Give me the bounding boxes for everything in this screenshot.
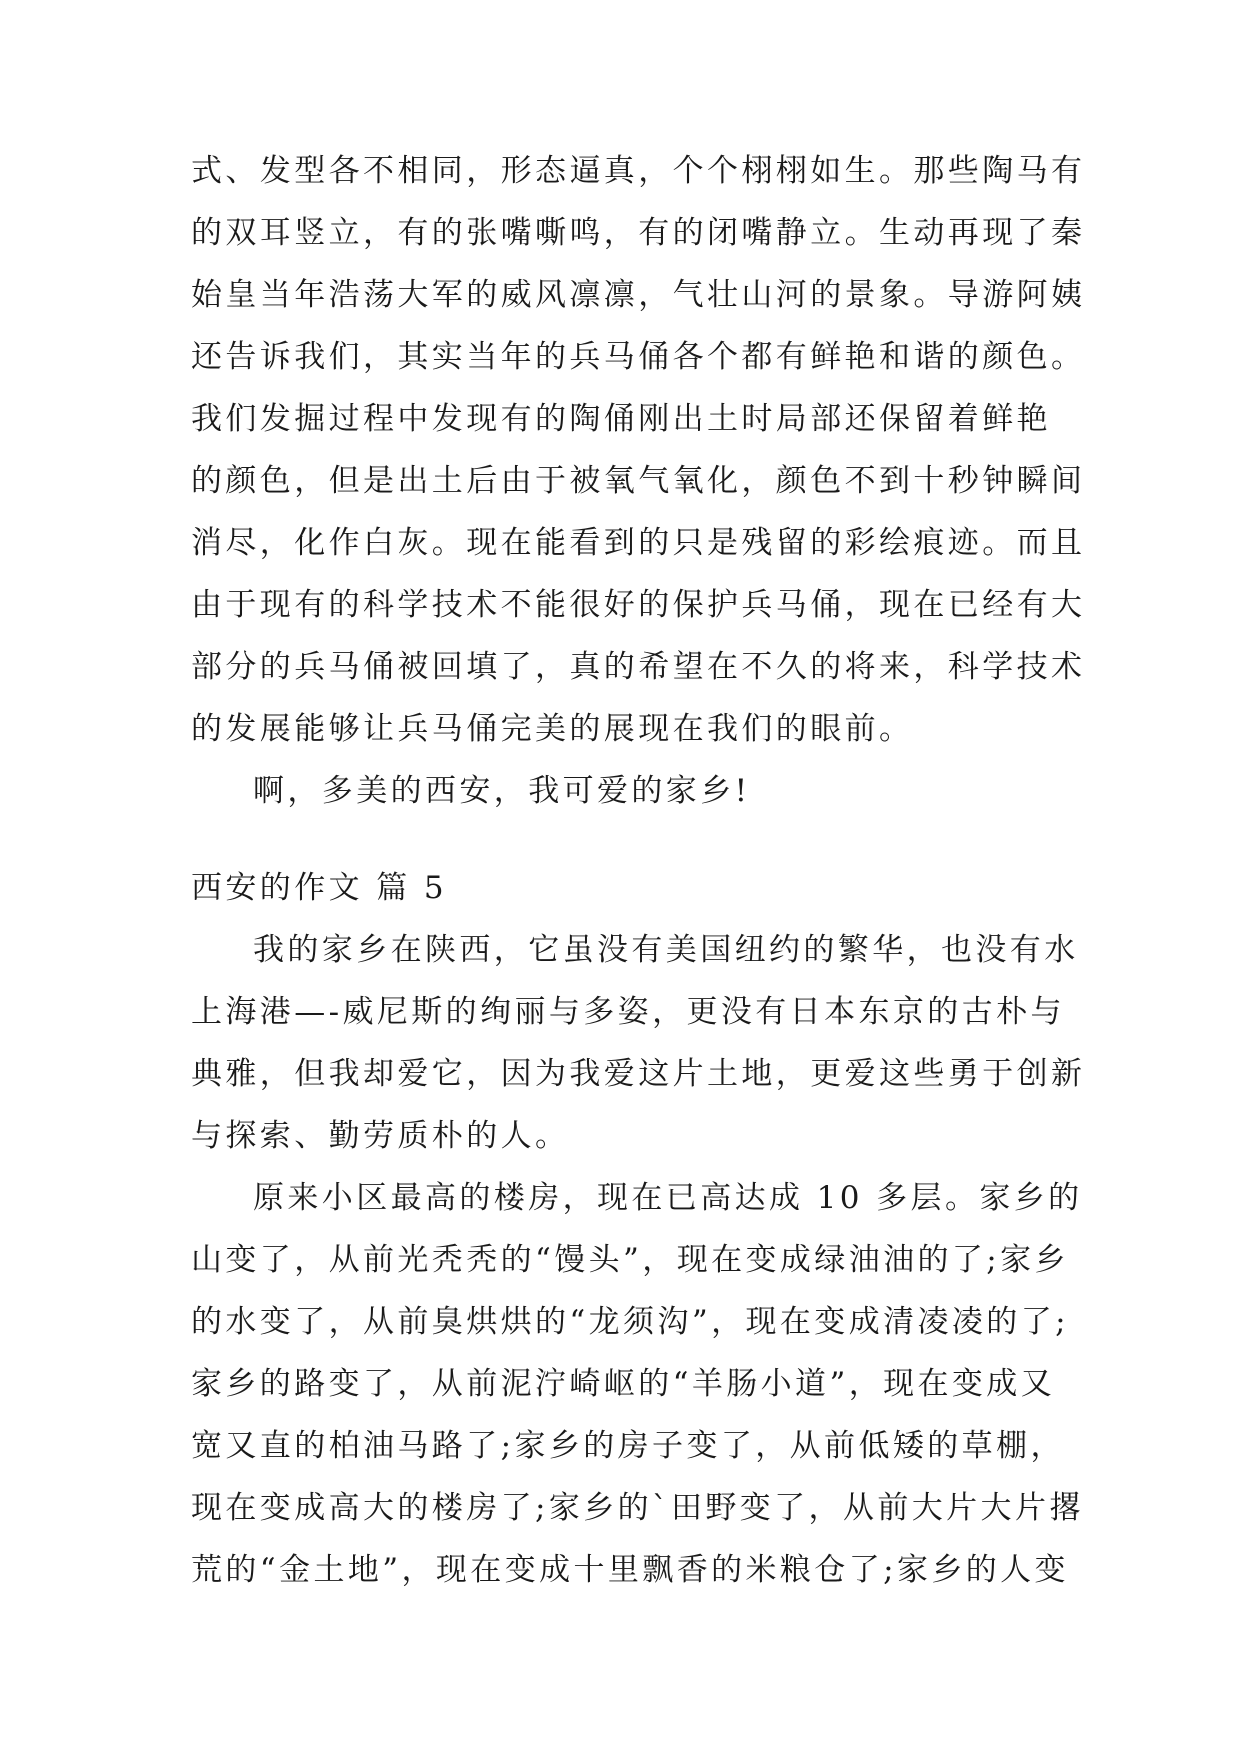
text-line: 与探索、勤劳质朴的人。 xyxy=(191,1118,570,1154)
text-line: 的颜色，但是出土后由于被氧气氧化，颜色不到十秒钟瞬间 xyxy=(191,463,1086,499)
section-heading: 西安的作文 篇 5 xyxy=(191,870,448,906)
text-line: 我们发掘过程中发现有的陶俑刚出土时局部还保留着鲜艳 xyxy=(191,401,1051,437)
text-line: 的水变了，从前臭烘烘的“龙须沟”，现在变成清凌凌的了; xyxy=(191,1304,1069,1340)
text-line: 荒的“金土地”，现在变成十里飘香的米粮仓了;家乡的人变 xyxy=(191,1552,1069,1588)
text-line: 式、发型各不相同，形态逼真，个个栩栩如生。那些陶马有 xyxy=(191,153,1086,189)
text-line: 由于现有的科学技术不能很好的保护兵马俑，现在已经有大 xyxy=(191,587,1086,623)
text-line: 我的家乡在陕西，它虽没有美国纽约的繁华，也没有水 xyxy=(253,932,1079,968)
text-line: 的双耳竖立，有的张嘴嘶鸣，有的闭嘴静立。生动再现了秦 xyxy=(191,215,1086,251)
text-line: 家乡的路变了，从前泥泞崎岖的“羊肠小道”，现在变成又 xyxy=(191,1366,1056,1402)
text-line: 典雅，但我却爱它，因为我爱这片土地，更爱这些勇于创新 xyxy=(191,1056,1086,1092)
text-line: 始皇当年浩荡大军的威风凛凛，气壮山河的景象。导游阿姨 xyxy=(191,277,1086,313)
closing-line: 啊，多美的西安，我可爱的家乡! xyxy=(253,773,751,809)
text-line: 现在变成高大的楼房了;家乡的`田野变了，从前大片大片撂 xyxy=(191,1490,1084,1526)
text-line: 上海港—-威尼斯的绚丽与多姿，更没有日本东京的古朴与 xyxy=(191,994,1065,1030)
text-line: 山变了，从前光秃秃的“馒头”，现在变成绿油油的了;家乡 xyxy=(191,1242,1069,1278)
text-line: 原来小区最高的楼房，现在已高达成 10 多层。家乡的 xyxy=(253,1180,1083,1216)
text-line: 的发展能够让兵马俑完美的展现在我们的眼前。 xyxy=(191,711,914,747)
text-line: 还告诉我们，其实当年的兵马俑各个都有鲜艳和谐的颜色。 xyxy=(191,339,1086,375)
text-line: 消尽，化作白灰。现在能看到的只是残留的彩绘痕迹。而且 xyxy=(191,525,1086,561)
text-line: 宽又直的柏油马路了;家乡的房子变了，从前低矮的草棚， xyxy=(191,1428,1065,1464)
text-line: 部分的兵马俑被回填了，真的希望在不久的将来，科学技术 xyxy=(191,649,1086,685)
